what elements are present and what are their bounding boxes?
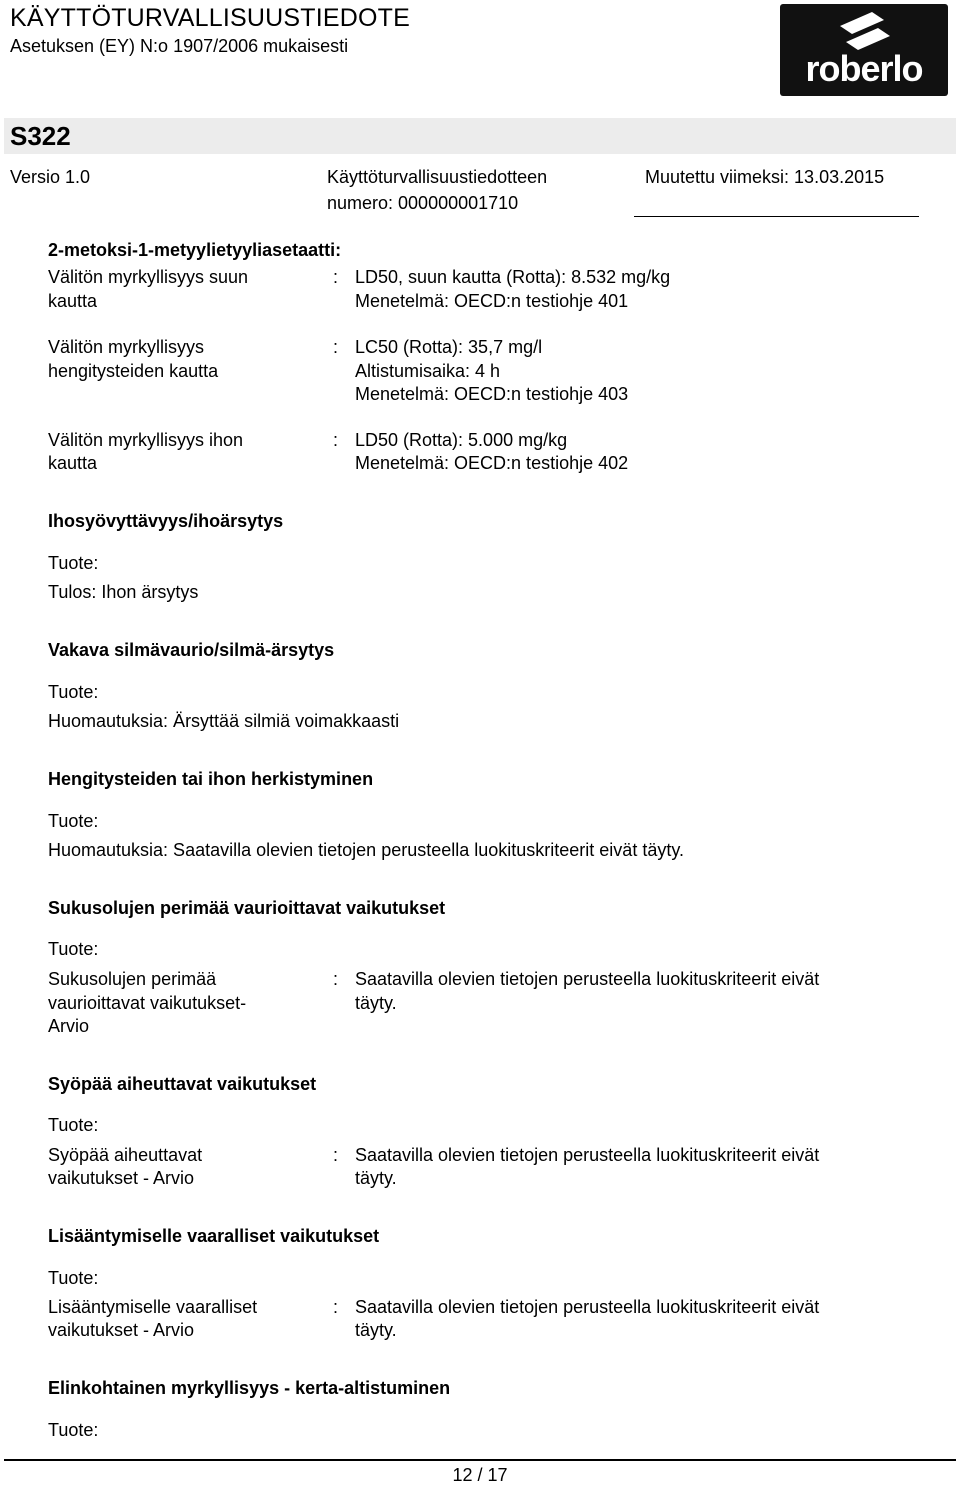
tuote-label: Tuote:	[48, 682, 99, 702]
sensitisation-result: Huomautuksia: Saatavilla olevien tietojen perusteella luokituskriteerit eivät täyty.	[48, 840, 684, 860]
tuote-label: Tuote:	[48, 553, 99, 573]
section-heading-carcinogenicity: Syöpää aiheuttavat vaikutukset	[48, 1074, 317, 1094]
mutagenicity-label: vaurioittavat vaikutukset-	[48, 993, 247, 1013]
colon: :	[333, 969, 339, 989]
reproductive-value: täyty.	[355, 1320, 397, 1340]
mutagenicity-label: Arvio	[48, 1016, 90, 1036]
product-code: S322	[10, 121, 71, 151]
modified-date: Muutettu viimeksi: 13.03.2015	[645, 167, 885, 187]
mutagenicity-value: Saatavilla olevien tietojen perusteella luokituskriteerit eivät	[355, 969, 820, 989]
section-heading-stot-single: Elinkohtainen myrkyllisyys - kerta-altistuminen	[48, 1378, 451, 1398]
tuote-label: Tuote:	[48, 1268, 99, 1288]
logo-wordmark: roberlo	[805, 48, 923, 89]
colon: :	[333, 1297, 339, 1317]
colon: :	[333, 430, 339, 450]
tuote-label: Tuote:	[48, 1115, 99, 1135]
section-heading-skin: Ihosyövyttävyys/ihoärsytys	[48, 511, 284, 531]
page-number: 12 / 17	[452, 1465, 508, 1485]
dermal-toxicity-method: Menetelmä: OECD:n testiohje 402	[355, 453, 629, 473]
document-title: KÄYTTÖTURVALLISUUSTIEDOTE	[10, 4, 410, 32]
oral-toxicity-label: kautta	[48, 291, 98, 311]
inhalation-toxicity-label: hengitysteiden kautta	[48, 361, 219, 381]
inhalation-toxicity-method: Menetelmä: OECD:n testiohje 403	[355, 384, 629, 404]
section-heading-reproductive: Lisääntymiselle vaaralliset vaikutukset	[48, 1226, 380, 1246]
reproductive-label: vaikutukset - Arvio	[48, 1320, 195, 1340]
carcinogenicity-value: täyty.	[355, 1168, 397, 1188]
mutagenicity-label: Sukusolujen perimää	[48, 969, 217, 989]
colon: :	[333, 337, 339, 357]
dermal-toxicity-value: LD50 (Rotta): 5.000 mg/kg	[355, 430, 568, 450]
version-label: Versio 1.0	[10, 167, 91, 187]
reproductive-value: Saatavilla olevien tietojen perusteella luokituskriteerit eivät	[355, 1297, 820, 1317]
colon: :	[333, 267, 339, 287]
carcinogenicity-label: Syöpää aiheuttavat	[48, 1145, 203, 1165]
section-heading-eye: Vakava silmävaurio/silmä-ärsytys	[48, 640, 335, 660]
tuote-label: Tuote:	[48, 939, 99, 959]
roberlo-logo	[780, 4, 948, 96]
carcinogenicity-value: Saatavilla olevien tietojen perusteella luokituskriteerit eivät	[355, 1145, 820, 1165]
footer-rule	[4, 1459, 956, 1461]
inhalation-toxicity-label: Välitön myrkyllisyys	[48, 337, 205, 357]
eye-result: Huomautuksia: Ärsyttää silmiä voimakkaasti	[48, 711, 400, 731]
doc-number-line1: Käyttöturvallisuustiedotteen	[327, 167, 548, 187]
document-subtitle: Asetuksen (EY) N:o 1907/2006 mukaisesti	[10, 36, 349, 56]
dermal-toxicity-label: kautta	[48, 453, 98, 473]
doc-number-line2: numero: 000000001710	[327, 193, 519, 213]
colon: :	[333, 1145, 339, 1165]
product-band	[4, 118, 956, 154]
tuote-label: Tuote:	[48, 1420, 99, 1440]
skin-result: Tulos: Ihon ärsytys	[48, 582, 199, 602]
oral-toxicity-label: Välitön myrkyllisyys suun	[48, 267, 249, 287]
oral-toxicity-method: Menetelmä: OECD:n testiohje 401	[355, 291, 629, 311]
header-rule	[634, 216, 919, 217]
substance-name: 2-metoksi-1-metyylietyyliasetaatti:	[48, 240, 342, 260]
section-heading-sensitisation: Hengitysteiden tai ihon herkistyminen	[48, 769, 374, 789]
dermal-toxicity-label: Välitön myrkyllisyys ihon	[48, 430, 244, 450]
reproductive-label: Lisääntymiselle vaaralliset	[48, 1297, 258, 1317]
tuote-label: Tuote:	[48, 811, 99, 831]
inhalation-toxicity-value: LC50 (Rotta): 35,7 mg/l	[355, 337, 543, 357]
carcinogenicity-label: vaikutukset - Arvio	[48, 1168, 195, 1188]
section-heading-mutagenicity: Sukusolujen perimää vaurioittavat vaikutukset	[48, 898, 446, 918]
mutagenicity-value: täyty.	[355, 993, 397, 1013]
oral-toxicity-value: LD50, suun kautta (Rotta): 8.532 mg/kg	[355, 267, 671, 287]
inhalation-exposure-time: Altistumisaika: 4 h	[355, 361, 501, 381]
